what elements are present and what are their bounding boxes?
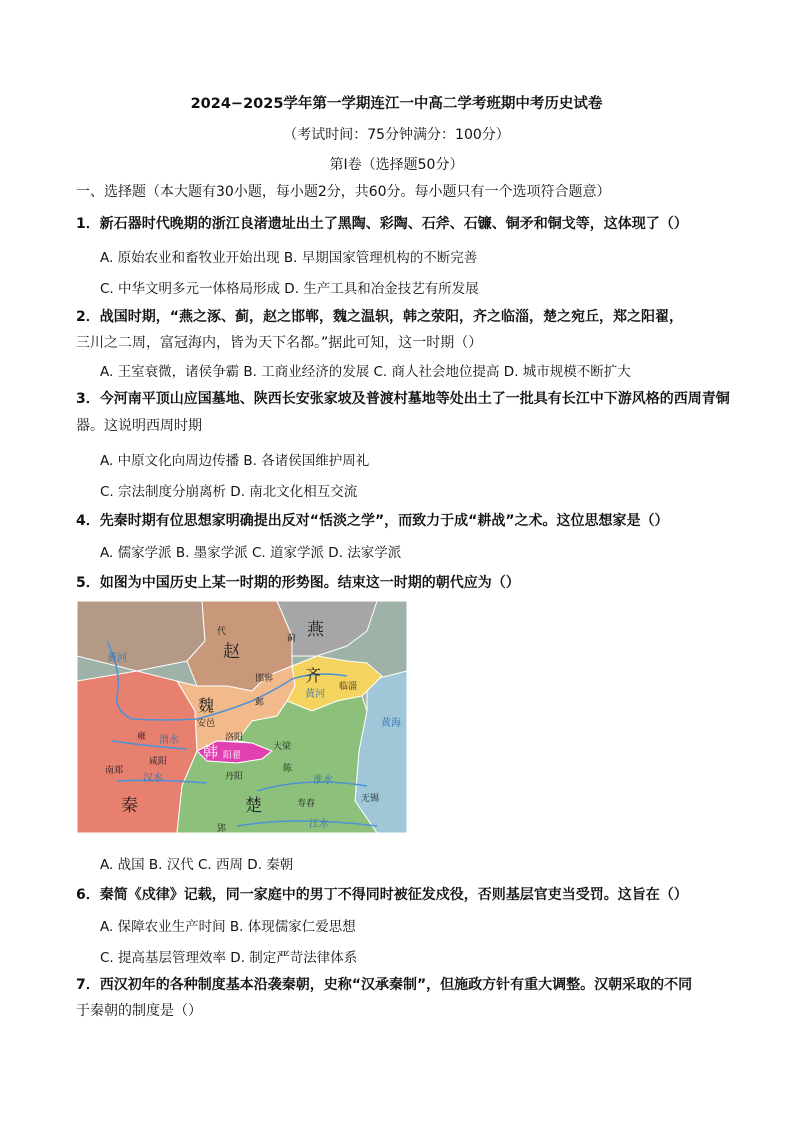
map-city-linzi: 临淄 [339, 682, 358, 692]
map-city-ying: 郢 [217, 824, 227, 833]
question-6-options-line-2: C. 提高基层管理效率 D. 制定严苛法律体系 [100, 950, 358, 966]
map-river-han: 汉水 [143, 773, 163, 784]
map-city-yong: 雍 [137, 732, 147, 742]
map-city-shouchun: 寿春 [297, 799, 316, 809]
question-2-options: A. 王室衰微，诸侯争霸 B. 工商业经济的发展 C. 商人社会地位提高 D. 城市规模不断扩大 [100, 364, 631, 380]
question-6-stem: 6．秦简《戍律》记载，同一家庭中的男丁不得同时被征发戍役，否则基层官吏当受罚。这旨在（） [76, 887, 688, 903]
map-city-luoyang: 洛阳 [225, 733, 244, 743]
question-3-stem-line-1: 3．今河南平顶山应国墓地、陕西长安张家坡及普渡村墓地等处出土了一批具有长江中下游风格的西周青铜 [76, 391, 730, 407]
warring-states-map [77, 601, 407, 833]
question-3-options-line-2: C. 宗法制度分崩离析 D. 南北文化相互交流 [100, 484, 358, 500]
map-city-nanzheng: 南郑 [105, 766, 124, 776]
map-city-daliang: 大梁 [273, 742, 292, 752]
map-river-yellow-west: 黄河 [107, 653, 127, 664]
question-5-options: A. 战国 B. 汉代 C. 西周 D. 秦朝 [100, 857, 294, 873]
map-city-yangdi: 阳翟 [223, 751, 242, 761]
question-1-stem: 1．新石器时代晚期的浙江良渚遗址出土了黑陶、彩陶、石斧、石镰、铜矛和铜戈等，这体现了（） [76, 216, 688, 232]
question-7-stem-line-1: 7．西汉初年的各种制度基本沿袭秦朝，史称“汉承秦制”，但施政方针有重大调整。汉朝采取的不同 [76, 977, 693, 993]
map-label-chu: 楚 [245, 796, 262, 816]
section-title: 第Ⅰ卷（选择题50分） [329, 157, 464, 173]
question-2-stem-line-2: 三川之二周，富冠海内，皆为天下名都。”据此可知，这一时期（） [76, 335, 483, 351]
map-river-wei: 渭水 [159, 735, 179, 746]
question-7-stem-line-2: 于秦朝的制度是（） [76, 1003, 202, 1019]
map-label-zhao: 赵 [223, 642, 240, 662]
map-city-chen: 陈 [283, 764, 293, 774]
map-label-wei: 魏 [198, 696, 215, 715]
question-2-stem-line-1: 2．战国时期，“燕之涿、蓟，赵之邯郸，魏之温轵，韩之荥阳，齐之临淄，楚之宛丘，郑之阳翟， [76, 309, 683, 325]
map-city-handan: 邯郸 [255, 674, 274, 684]
map-label-ji: 蓟 [287, 634, 297, 644]
question-4-stem: 4．先秦时期有位思想家明确提出反对“恬淡之学”，而致力于成“耕战”之术。这位思想家是（） [76, 513, 669, 529]
map-city-danyang: 丹阳 [225, 772, 244, 782]
map-label-han: 韩 [203, 743, 219, 761]
question-3-stem-line-2: 器。这说明西周时期 [76, 418, 202, 434]
question-1-options-line-1: A. 原始农业和畜牧业开始出现 B. 早期国家管理机构的不断完善 [100, 250, 478, 266]
map-label-qin: 秦 [121, 796, 138, 816]
map-city-xianyang: 咸阳 [149, 757, 168, 767]
question-5-stem: 5．如图为中国历史上某一时期的形势图。结束这一时期的朝代应为（） [76, 575, 520, 591]
map-region-north [77, 601, 205, 671]
exam-info: （考试时间：75分钟满分：100分） [283, 127, 510, 143]
map-label-qi: 齐 [305, 666, 322, 685]
section-instructions: 一、选择题（本大题有30小题，每小题2分，共60分。每小题只有一个选项符合题意） [76, 184, 611, 200]
exam-title: 2024−2025学年第一学期连江一中高二学考班期中考历史试卷 [190, 96, 603, 112]
map-sea-yellow: 黄海 [381, 718, 401, 729]
question-6-options-line-1: A. 保障农业生产时间 B. 体现儒家仁爱思想 [100, 919, 356, 935]
question-1-options-line-2: C. 中华文明多元一体格局形成 D. 生产工具和冶金技艺有所发展 [100, 281, 479, 297]
map-river-jiang: 江水 [309, 819, 329, 830]
map-city-wuxi: 无锡 [361, 794, 380, 804]
map-city-ye: 邺 [255, 698, 265, 708]
map-label-dai: 代 [217, 627, 227, 637]
map-svg [77, 601, 407, 833]
question-4-options: A. 儒家学派 B. 墨家学派 C. 道家学派 D. 法家学派 [100, 545, 402, 561]
map-river-yellow-east: 黄河 [305, 689, 325, 700]
map-label-yan: 燕 [307, 620, 324, 640]
question-3-options-line-1: A. 中原文化向周边传播 B. 各诸侯国维护周礼 [100, 453, 370, 469]
map-city-anyi: 安邑 [197, 719, 216, 729]
map-river-huai: 淮水 [313, 775, 333, 786]
